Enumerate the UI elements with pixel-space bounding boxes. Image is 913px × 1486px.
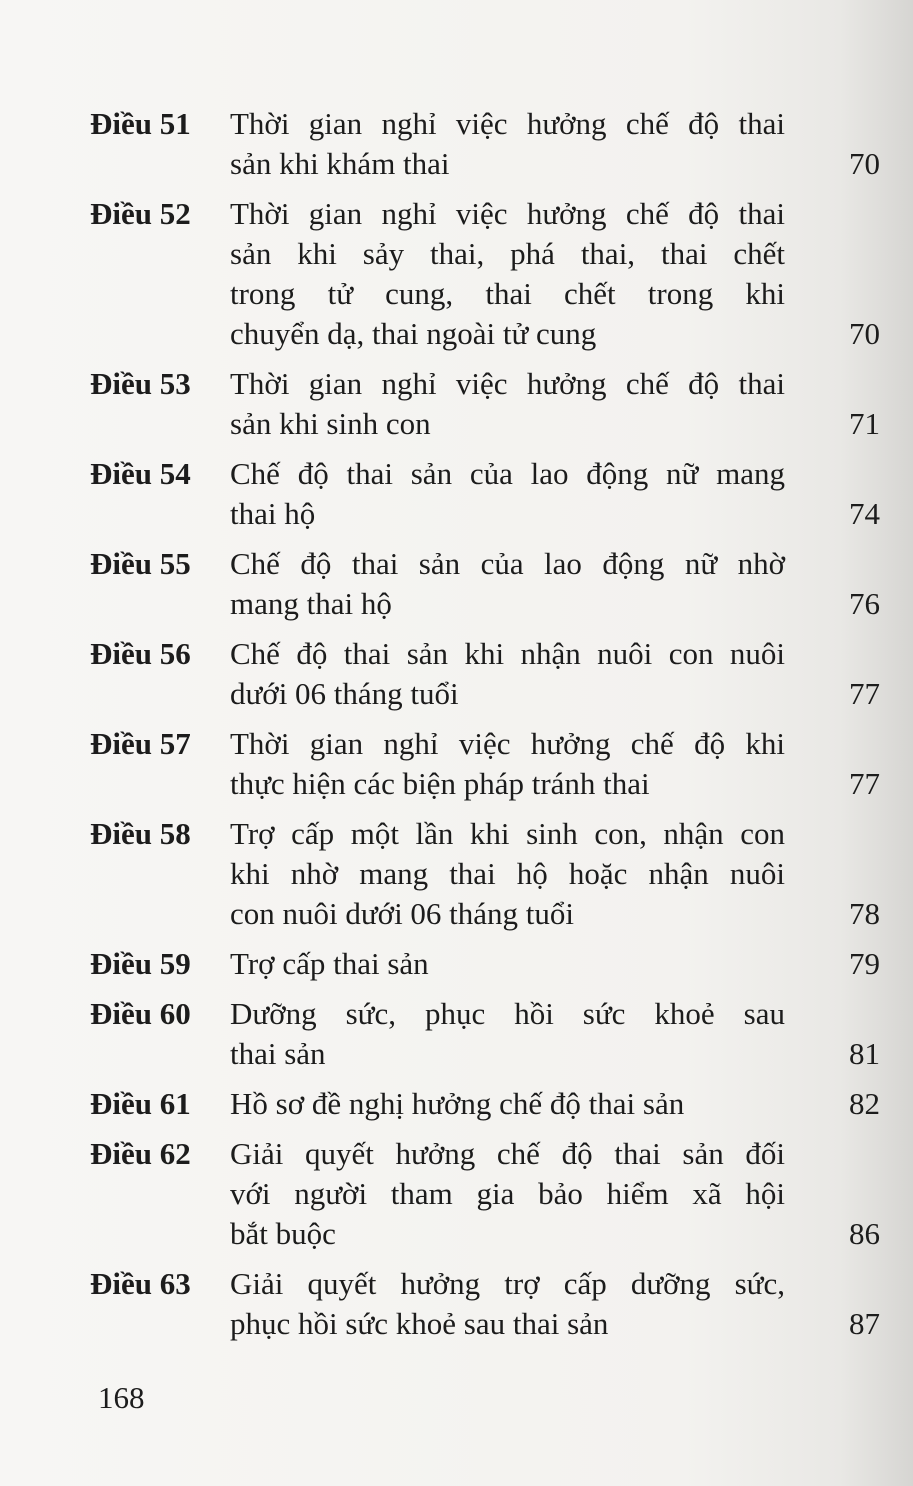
article-title-line: Giải quyết hưởng chế độ thai sản đối — [230, 1136, 785, 1171]
toc-entry — [90, 814, 880, 934]
toc-entry — [90, 1264, 880, 1344]
page-ref: 81 — [849, 1036, 880, 1071]
page-ref: 70 — [849, 316, 880, 351]
article-title-line: Thời gian nghỉ việc hưởng chế độ thai — [230, 106, 785, 141]
page-number: 168 — [98, 1380, 145, 1415]
toc-entry — [90, 634, 880, 714]
page-ref: 74 — [849, 496, 880, 531]
article-title-line: dưới 06 tháng tuổi — [230, 676, 459, 711]
article-title-line: thai sản — [230, 1036, 326, 1071]
article-label: Điều 63 — [90, 1266, 191, 1301]
article-title — [230, 364, 880, 444]
article-label: Điều 54 — [90, 456, 191, 491]
article-title-line: Trợ cấp thai sản — [230, 946, 429, 981]
article-title — [230, 724, 880, 804]
toc-entry — [90, 724, 880, 804]
article-title-line: Trợ cấp một lần khi sinh con, nhận con — [230, 816, 785, 851]
article-title-line: sản khi sinh con — [230, 406, 431, 441]
article-title — [230, 1264, 880, 1344]
article-title-line: Chế độ thai sản của lao động nữ mang — [230, 456, 785, 491]
article-title — [230, 814, 880, 934]
toc-entry — [90, 1084, 880, 1124]
page-ref: 87 — [849, 1306, 880, 1341]
article-label: Điều 60 — [90, 996, 191, 1031]
article-title-line: phục hồi sức khoẻ sau thai sản — [230, 1306, 609, 1341]
article-label: Điều 61 — [90, 1086, 191, 1121]
toc-entry — [90, 1134, 880, 1254]
article-title — [230, 544, 880, 624]
table-of-contents — [90, 104, 880, 1354]
article-title — [230, 1084, 880, 1124]
article-title-line: con nuôi dưới 06 tháng tuổi — [230, 896, 575, 931]
page-ref: 77 — [849, 676, 880, 711]
toc-entry — [90, 544, 880, 624]
article-title-line: Chế độ thai sản của lao động nữ nhờ — [230, 546, 785, 581]
toc-entry — [90, 104, 880, 184]
toc-entry — [90, 194, 880, 354]
article-title-line: Thời gian nghỉ việc hưởng chế độ khi — [230, 726, 785, 761]
article-title-line: Thời gian nghỉ việc hưởng chế độ thai — [230, 196, 785, 231]
article-label: Điều 57 — [90, 726, 191, 761]
toc-entry — [90, 994, 880, 1074]
toc-entry — [90, 454, 880, 534]
article-label: Điều 59 — [90, 946, 191, 981]
article-title-line: Chế độ thai sản khi nhận nuôi con nuôi — [230, 636, 785, 671]
article-title — [230, 1134, 880, 1254]
article-title-line: chuyển dạ, thai ngoài tử cung — [230, 316, 597, 351]
article-title-line: Dưỡng sức, phục hồi sức khoẻ sau — [230, 996, 785, 1031]
article-title — [230, 994, 880, 1074]
article-title-line: thực hiện các biện pháp tránh thai — [230, 766, 650, 801]
article-title-line: sản khi sảy thai, phá thai, thai chết — [230, 236, 785, 271]
article-title — [230, 194, 880, 354]
page-ref: 82 — [849, 1086, 880, 1121]
article-label: Điều 56 — [90, 636, 191, 671]
article-title-line: với người tham gia bảo hiểm xã hội — [230, 1176, 785, 1211]
page-ref: 71 — [849, 406, 880, 441]
article-title — [230, 634, 880, 714]
article-title-line: sản khi khám thai — [230, 146, 450, 181]
page-ref: 86 — [849, 1216, 880, 1251]
toc-entry — [90, 364, 880, 444]
article-title-line: Hồ sơ đề nghị hưởng chế độ thai sản — [230, 1086, 685, 1121]
article-title-line: trong tử cung, thai chết trong khi — [230, 276, 785, 311]
article-label: Điều 62 — [90, 1136, 191, 1171]
page-ref: 79 — [849, 946, 880, 981]
page-ref: 78 — [849, 896, 880, 931]
article-title — [230, 454, 880, 534]
article-label: Điều 52 — [90, 196, 191, 231]
article-label: Điều 55 — [90, 546, 191, 581]
article-title-line: Giải quyết hưởng trợ cấp dưỡng sức, — [230, 1266, 785, 1301]
page-ref: 77 — [849, 766, 880, 801]
article-title-line: mang thai hộ — [230, 586, 392, 621]
article-title-line: khi nhờ mang thai hộ hoặc nhận nuôi — [230, 856, 785, 891]
page-ref: 76 — [849, 586, 880, 621]
toc-entry — [90, 944, 880, 984]
article-title-line: bắt buộc — [230, 1216, 336, 1251]
article-label: Điều 53 — [90, 366, 191, 401]
article-title — [230, 944, 880, 984]
article-title — [230, 104, 880, 184]
page-ref: 70 — [849, 146, 880, 181]
article-title-line: thai hộ — [230, 496, 316, 531]
article-label: Điều 58 — [90, 816, 191, 851]
article-title-line: Thời gian nghỉ việc hưởng chế độ thai — [230, 366, 785, 401]
article-label: Điều 51 — [90, 106, 191, 141]
